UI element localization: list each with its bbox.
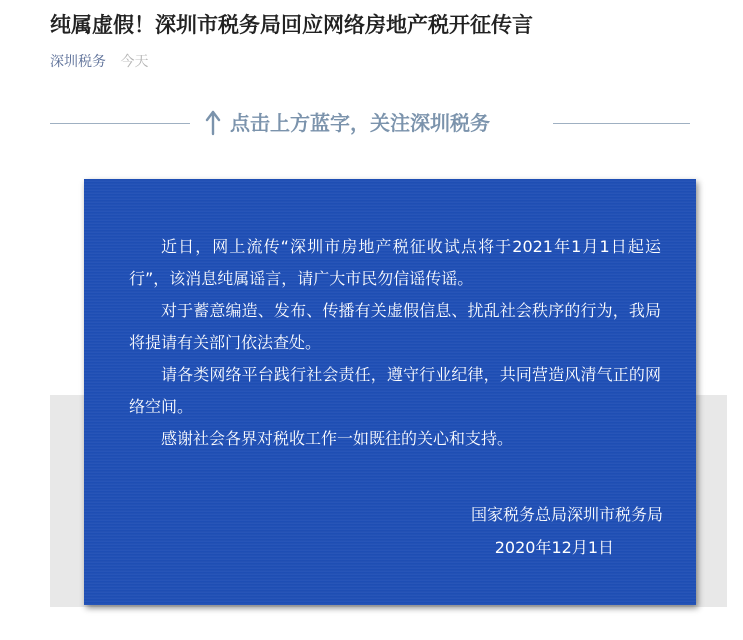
notice-paragraph-4: 感谢社会各界对税收工作一如既往的关心和支持。 [161, 429, 514, 448]
arrow-up-icon [204, 110, 222, 136]
notice-image [84, 179, 696, 605]
notice-date: 2020年12月1日 [494, 538, 614, 557]
follow-banner-text: 点击上方蓝字，关注深圳税务 [230, 111, 490, 135]
banner-divider-left [50, 123, 190, 124]
author-link[interactable]: 深圳税务 [50, 54, 106, 70]
notice-signature: 国家税务总局深圳市税务局 [470, 505, 663, 524]
notice-paragraph-3: 请各类网络平台践行社会责任，遵守行业纪律，共同营造风清气正的网络空间。 [129, 365, 661, 416]
notice-paragraph-2: 对于蓄意编造、发布、传播有关虚假信息、扰乱社会秩序的行为，我局将提请有关部门依法查处。 [129, 301, 661, 352]
banner-divider-right [553, 123, 690, 124]
notice-body [129, 231, 661, 455]
publish-time: 今天 [120, 54, 149, 70]
article-title: 纯属虚假！深圳市税务局回应网络房地产税开征传言 [50, 13, 533, 37]
article-meta [50, 52, 148, 72]
notice-paragraph-1: 近日，网上流传“深圳市房地产税征收试点将于2021年1月1日起运行”，该消息纯属谣言，请广大市民勿信谣传谣。 [129, 237, 661, 288]
follow-banner [204, 108, 490, 138]
